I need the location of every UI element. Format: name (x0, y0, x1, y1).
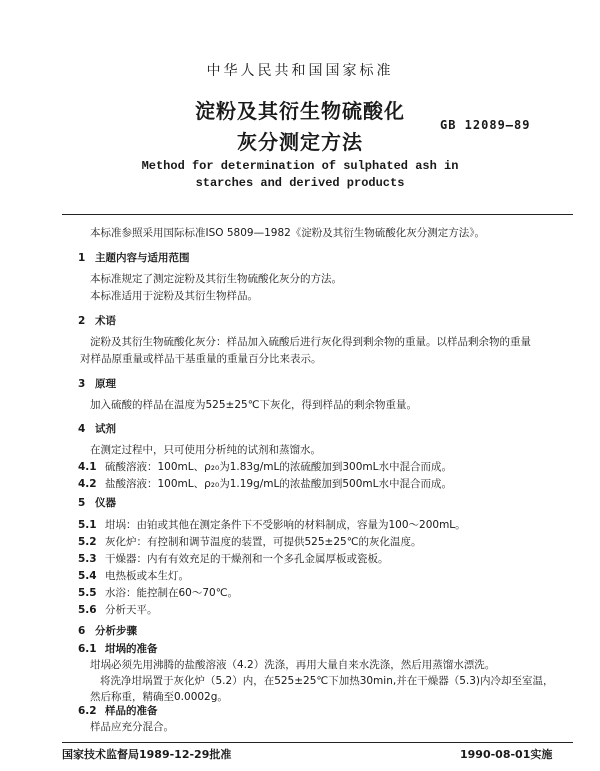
section-4-title: 试剂 (95, 423, 116, 435)
national-standard-header: 中华人民共和国国家标准 (206, 63, 394, 79)
subsection-6-2-number: 6.2 (78, 705, 97, 717)
standard-code: GB 12089—89 (440, 118, 531, 132)
section-4-number: 4 (78, 423, 86, 435)
section-1-paragraph-2: 本标准适用于淀粉及其衍生物样品。 (90, 290, 258, 302)
section-2-paragraph-1: 淀粉及其衍生物硫酸化灰分：样品加入硫酸后进行灰化得到剩余物的重量。以样品剩余物的重量 (90, 336, 531, 348)
section-3-paragraph-1: 加入硫酸的样品在温度为525±25℃下灰化，得到样品的剩余物重量。 (90, 399, 417, 411)
item-5-4-text: 电热板或本生灯。 (105, 570, 189, 582)
section-2-paragraph-2: 对样品原重量或样品干基重量的重量百分比来表示。 (80, 353, 322, 365)
intro-paragraph: 本标准参照采用国际标准ISO 5809—1982《淀粉及其衍生物硫酸化灰分测定方法》。 (90, 227, 486, 239)
section-4-paragraph-1: 在测定过程中，只可使用分析纯的试剂和蒸馏水。 (90, 444, 321, 456)
section-1-paragraph-1: 本标准规定了测定淀粉及其衍生物硫酸化灰分的方法。 (90, 273, 342, 285)
section-5-number: 5 (78, 497, 86, 509)
item-5-1-number: 5.1 (78, 519, 97, 531)
section-2-title: 术语 (95, 315, 116, 327)
item-5-3-text: 干燥器：内有有效充足的干燥剂和一个多孔金属厚板或瓷板。 (105, 553, 389, 565)
footer-issued: 国家技术监督局1989-12-29批准 (62, 748, 232, 761)
section-3-title: 原理 (95, 378, 116, 390)
item-5-5-text: 水浴：能控制在60～70℃。 (105, 587, 239, 599)
item-5-4-number: 5.4 (78, 570, 97, 582)
footer-effective: 1990-08-01实施 (460, 748, 553, 761)
subsection-6-1-paragraph-2: 将洗净坩埚置于灰化炉（5.2）内，在525±25℃下加热30min,并在干燥器（5.3)内冷却至室温， (100, 675, 554, 687)
subsection-6-1-paragraph-1: 坩埚必须先用沸腾的盐酸溶液（4.2）洗涤，再用大量自来水洗涤，然后用蒸馏水漂洗。 (90, 659, 496, 671)
item-5-6-number: 5.6 (78, 604, 97, 616)
document-title-line2: 灰分测定方法 (237, 130, 363, 154)
item-5-2-text: 灰化炉：有控制和调节温度的装置，可提供525±25℃的灰化温度。 (105, 536, 422, 548)
subsection-6-1-title: 坩埚的准备 (105, 643, 158, 655)
english-title-line2: starches and derived products (195, 176, 405, 190)
header-divider (62, 214, 573, 215)
section-2-number: 2 (78, 315, 86, 327)
section-3-number: 3 (78, 378, 86, 390)
item-4-1-text: 硫酸溶液：100mL、ρ₂₀为1.83g/mL的浓硫酸加到300mL水中混合而成。 (105, 461, 452, 473)
section-6-number: 6 (78, 625, 86, 637)
section-1-number: 1 (78, 252, 86, 264)
item-5-3-number: 5.3 (78, 553, 97, 565)
subsection-6-1-paragraph-3: 然后称重，精确至0.0002g。 (90, 691, 228, 703)
subsection-6-2-title: 样品的准备 (105, 705, 158, 717)
footer-divider (62, 742, 573, 743)
item-4-2-number: 4.2 (78, 478, 97, 490)
document-title-line1: 淀粉及其衍生物硫酸化 (195, 99, 405, 123)
item-4-1-number: 4.1 (78, 461, 97, 473)
english-title-line1: Method for determination of sulphated ash in (141, 159, 459, 173)
section-5-title: 仪器 (95, 497, 116, 509)
item-4-2-text: 盐酸溶液：100mL、ρ₂₀为1.19g/mL的浓盐酸加到500mL水中混合而成。 (105, 478, 452, 490)
subsection-6-1-number: 6.1 (78, 643, 97, 655)
item-5-6-text: 分析天平。 (105, 604, 158, 616)
section-6-title: 分析步骤 (95, 625, 137, 637)
item-5-2-number: 5.2 (78, 536, 97, 548)
item-5-5-number: 5.5 (78, 587, 97, 599)
section-1-title: 主题内容与适用范围 (95, 252, 190, 264)
subsection-6-2-paragraph-1: 样品应充分混合。 (90, 721, 174, 733)
item-5-1-text: 坩埚：由铂或其他在测定条件下不受影响的材料制成，容量为100～200mL。 (105, 519, 466, 531)
